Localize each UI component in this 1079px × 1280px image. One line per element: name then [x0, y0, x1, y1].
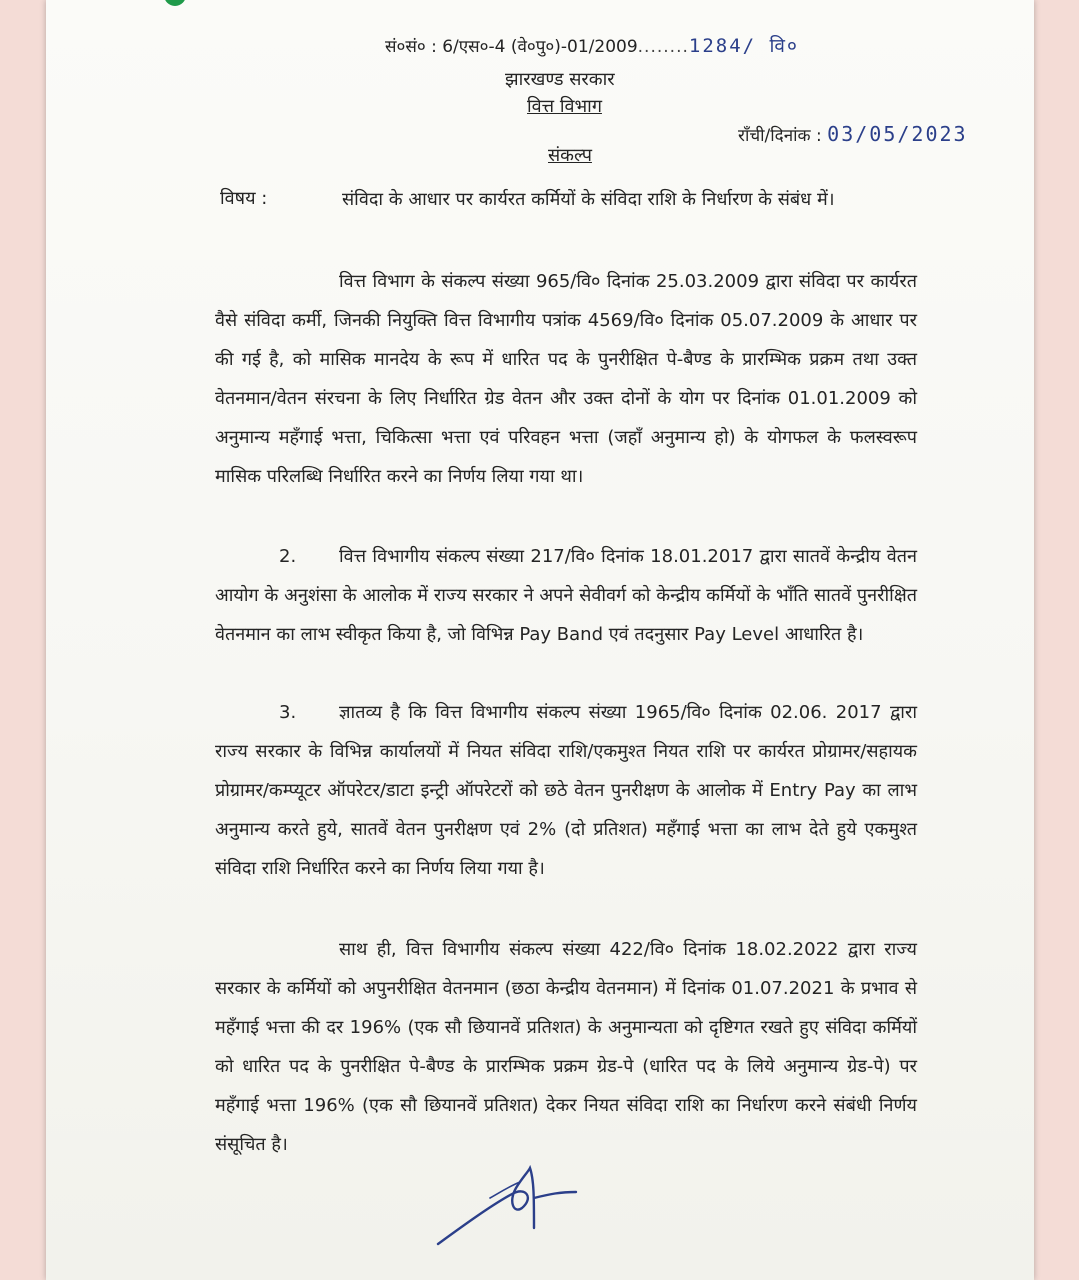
- paragraph-3-number: 3.: [279, 702, 297, 723]
- department-name: वित्त विभाग: [527, 96, 602, 117]
- date-line: [738, 122, 968, 146]
- date-handwritten: 03/05/2023: [827, 122, 968, 146]
- corner-marker: [164, 0, 186, 6]
- paragraph-3: [215, 693, 917, 888]
- paragraph-1-text: वित्त विभाग के संकल्प संख्या 965/वि० दिनांक 25.03.2009 द्वारा संविदा पर कार्यरत वैसे संविदा कर्मी, जिनकी नियुक्ति वित्त विभागीय पत्रांक 4569/वि० दिनांक 05.07.2009 के आधार पर की गई है, को मासिक मानदेय के रूप में धारित पद के पुनरीक्षित पे-बैण्ड के प्रारम्भिक प्रक्रम तथा उक्त वेतनमान/वेतन संरचना के लिए निर्धारित ग्रेड वेतन और उक्त दोनों के योग पर दिनांक 01.01.2009 को अनुमान्य महँगाई भत्ता, चिकित्सा भत्ता एवं परिवहन भत्ता (जहाँ अनुमान्य हो) के योगफल के फलस्वरूप मासिक परिलब्धि निर्धारित करने का निर्णय लिया गया था।: [215, 271, 917, 487]
- reference-handwritten: 1284/ वि०: [688, 35, 799, 57]
- paragraph-4-text: साथ ही, वित्त विभागीय संकल्प संख्या 422/वि० दिनांक 18.02.2022 द्वारा राज्य सरकार के कर्मियों को अपुनरीक्षित वेतनमान (छठा केन्द्रीय वेतनमान) में दिनांक 01.07.2021 के प्रभाव से महँगाई भत्ता की दर 196% (एक सौ छियानवें प्रतिशत) के अनुमान्यता को दृष्टिगत रखते हुए संविदा कर्मियों को धारित पद के पुनरीक्षित पे-बैण्ड के प्रारम्भिक प्रक्रम ग्रेड-पे (धारित पद के लिये अनुमान्य ग्रेड-पे) पर महँगाई भत्ता 196% (एक सौ छियानवें प्रतिशत) देकर नियत संविदा राशि का निर्धारण करने संबंधी निर्णय संसूचित है।: [215, 939, 917, 1155]
- subject-label: विषय :: [220, 188, 268, 209]
- signature-image: [430, 1158, 630, 1258]
- date-label: राँची/दिनांक :: [738, 126, 822, 146]
- paragraph-4: [215, 930, 917, 1164]
- subject-text: संविदा के आधार पर कार्यरत कर्मियों के संविदा राशि के निर्धारण के संबंध में।: [342, 189, 835, 210]
- reference-prefix: सं०सं० : 6/एस०-4 (वे०पु०)-01/2009: [385, 37, 638, 57]
- government-name: झारखण्ड सरकार: [505, 69, 615, 90]
- paragraph-3-text: ज्ञातव्य है कि वित्त विभागीय संकल्प संख्या 1965/वि० दिनांक 02.06. 2017 द्वारा राज्य सरकार के विभिन्न कार्यालयों में नियत संविदा राशि/एकमुश्त नियत राशि पर कार्यरत प्रोग्रामर/सहायक प्रोग्रामर/कम्प्यूटर ऑपरेटर/डाटा इन्ट्री ऑपरेटरों को छठे वेतन पुनरीक्षण के आलोक में Entry Pay का लाभ अनुमान्य करते हुये, सातवें वेतन पुनरीक्षण एवं 2% (दो प्रतिशत) महँगाई भत्ता का लाभ देते हुये एकमुश्त संविदा राशि निर्धारित करने का निर्णय लिया गया है।: [215, 702, 917, 879]
- paragraph-1: [215, 262, 917, 496]
- paragraph-2-text: वित्त विभागीय संकल्प संख्या 217/वि० दिनांक 18.01.2017 द्वारा सातवें केन्द्रीय वेतन आयोग के अनुशंसा के आलोक में राज्य सरकार ने अपने सेवीवर्ग को केन्द्रीय कर्मियों के भाँति सातवें पुनरीक्षित वेतनमान का लाभ स्वीकृत किया है, जो विभिन्न Pay Band एवं तदनुसार Pay Level आधारित है।: [215, 546, 917, 645]
- reference-number: [385, 32, 799, 58]
- document-title: संकल्प: [548, 145, 592, 166]
- paragraph-2: [215, 537, 917, 654]
- reference-dots: ........: [637, 37, 689, 57]
- paragraph-2-number: 2.: [279, 546, 297, 567]
